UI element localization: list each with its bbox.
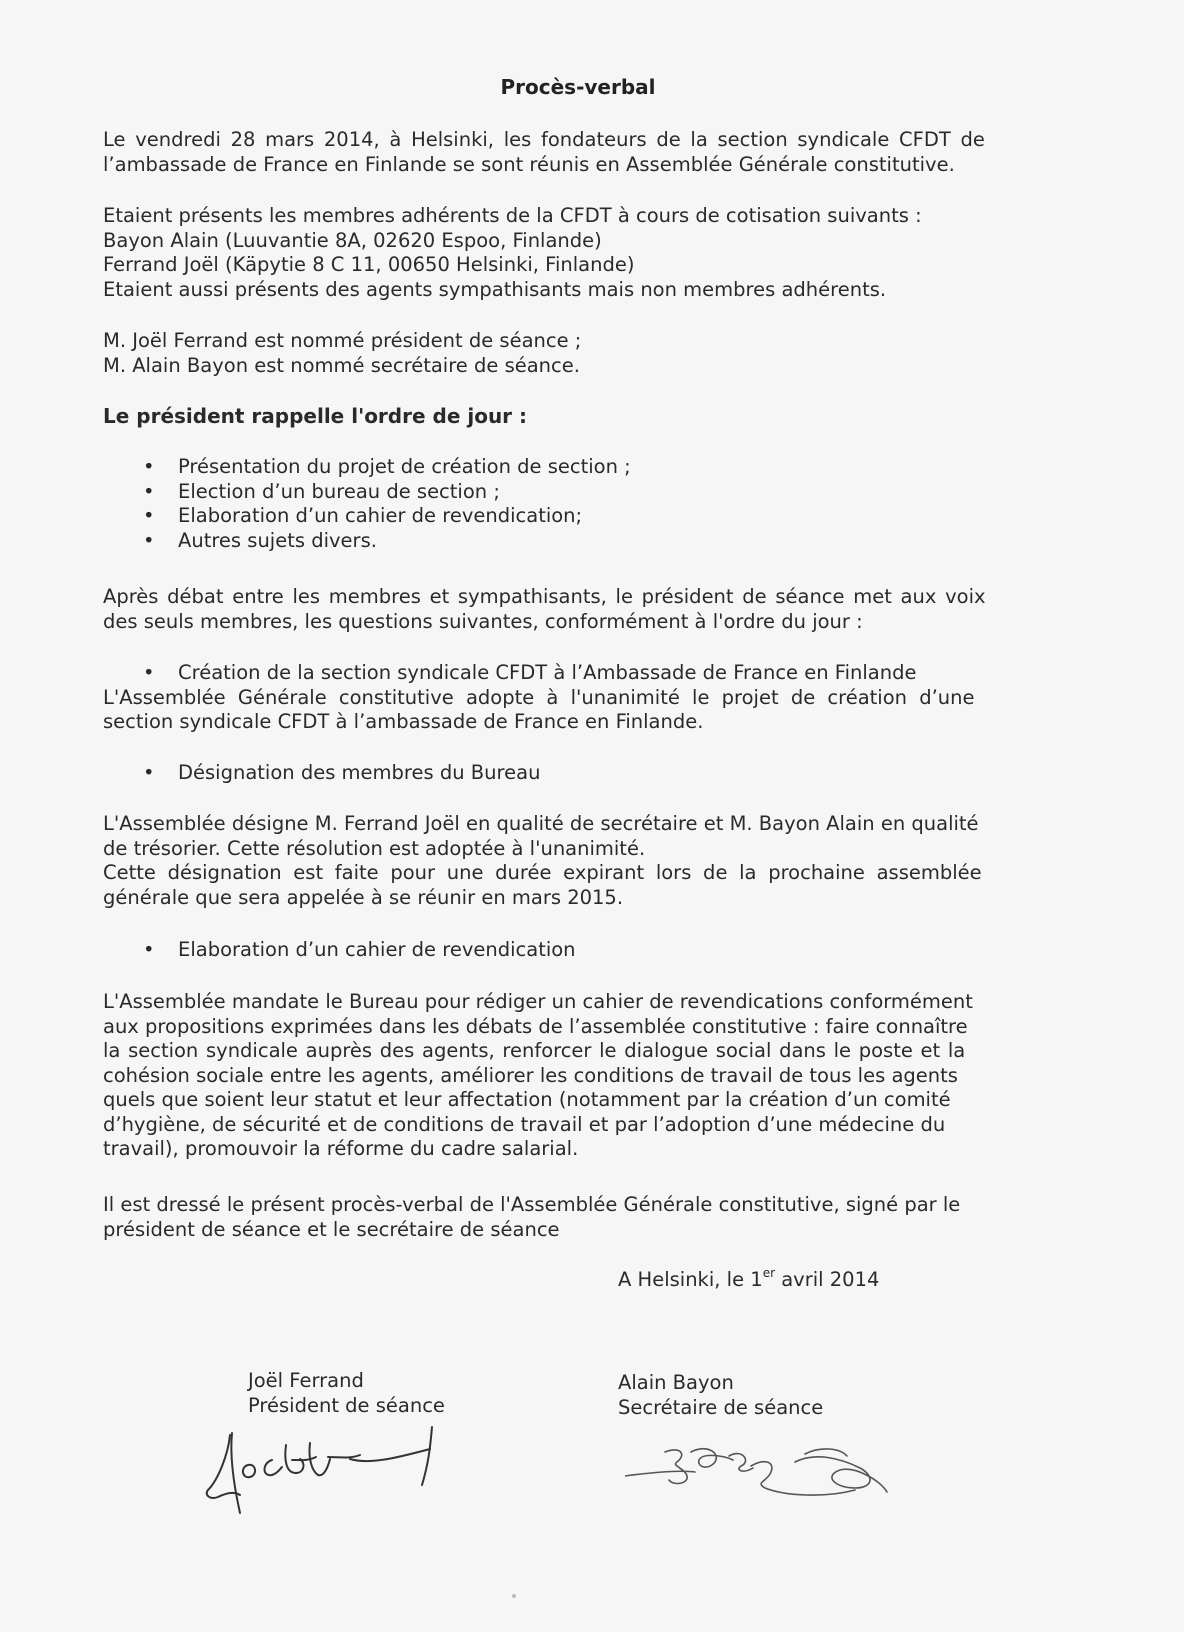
members-line: Etaient présents les membres adhérents de la CFDT à cours de cotisation suivants : — [103, 204, 922, 227]
date-suffix: avril 2014 — [775, 1268, 880, 1291]
agenda-item: • Présentation du projet de création de section ; — [103, 455, 1051, 480]
resolution-1-title: • Création de la section syndicale CFDT à l’Ambassade de France en Finlande — [103, 661, 1051, 686]
intro-line: l’ambassade de France en Finlande se sont réunis en Assemblée Générale constitutive. — [103, 152, 955, 176]
signatory-left-role: Président de séance — [248, 1394, 445, 1417]
signatory-left-name: Joël Ferrand — [248, 1369, 364, 1392]
resolution-3-paragraph — [103, 990, 1051, 1162]
members-line: Ferrand Joël (Käpytie 8 C 11, 00650 Helsinki, Finlande) — [103, 253, 635, 276]
signatory-right-name: Alain Bayon — [618, 1371, 734, 1394]
intro-line: Le vendredi 28 mars 2014, à Helsinki, les fondateurs de la section syndicale CFDT de — [103, 128, 985, 151]
resolution-2-paragraph — [103, 812, 1051, 910]
signatory-right — [618, 1370, 823, 1420]
members-line: Bayon Alain (Luuvantie 8A, 02620 Espoo, Finlande) — [103, 228, 602, 252]
document-title: Procès-verbal — [500, 75, 656, 99]
place-date — [618, 1268, 879, 1291]
closing-paragraph — [103, 1193, 1051, 1242]
resolution-2-line: de trésorier. Cette résolution est adoptée à l'unanimité. — [103, 836, 646, 860]
officer-line: M. Joël Ferrand est nommé président de séance ; — [103, 329, 582, 352]
agenda-list — [103, 455, 1051, 553]
signature-left-image — [200, 1405, 460, 1520]
resolution-3-line: cohésion sociale entre les agents, améliorer les conditions de travail de tous les agents — [103, 1063, 958, 1087]
debate-line: Après débat entre les membres et sympathisants, le président de séance met aux voix — [103, 585, 986, 608]
members-paragraph — [103, 204, 1051, 302]
intro-paragraph — [103, 128, 1051, 177]
signatory-right-role: Secrétaire de séance — [618, 1396, 824, 1419]
resolution-2-line: générale que sera appelée à se réunir en mars 2015. — [103, 885, 624, 909]
resolution-2-line: Cette désignation est faite pour une durée expirant lors de la prochaine assemblée — [103, 861, 982, 884]
resolution-3-title: • Elaboration d’un cahier de revendication — [103, 938, 1051, 963]
agenda-item: • Elaboration d’un cahier de revendication; — [103, 504, 1051, 529]
date-prefix: A Helsinki, le 1 — [618, 1268, 763, 1291]
date-superscript: er — [762, 1266, 776, 1280]
agenda-heading: Le président rappelle l'ordre de jour : — [103, 404, 528, 428]
closing-line: président de séance et le secrétaire de séance — [103, 1217, 560, 1241]
resolution-3-line: L'Assemblée mandate le Bureau pour rédiger un cahier de revendications conformément — [103, 990, 973, 1013]
signature-right-image — [625, 1432, 895, 1512]
resolution-2 — [103, 761, 1051, 786]
resolution-3-line: aux propositions exprimées dans les débats de l’assemblée constitutive : faire connaître — [103, 1014, 968, 1038]
officer-line: M. Alain Bayon est nommé secrétaire de séance. — [103, 353, 580, 377]
agenda-item: • Election d’un bureau de section ; — [103, 480, 1051, 505]
debate-line: des seuls membres, les questions suivantes, conformément à l'ordre du jour : — [103, 609, 863, 633]
closing-line: Il est dressé le présent procès-verbal de l'Assemblée Générale constitutive, signé par le — [103, 1193, 961, 1216]
resolution-2-line: L'Assemblée désigne M. Ferrand Joël en qualité de secrétaire et M. Bayon Alain en qualité — [103, 812, 979, 835]
resolution-3-line: la section syndicale auprès des agents, renforcer le dialogue social dans le poste et la — [103, 1039, 966, 1062]
debate-paragraph — [103, 585, 1051, 634]
resolution-1-line: L'Assemblée Générale constitutive adopte à l'unanimité le projet de création d’une — [103, 685, 975, 709]
scan-speck — [512, 1594, 516, 1598]
resolution-3-line: d’hygiène, de sécurité et de conditions de travail et par l’adoption d’une médecine du — [103, 1112, 946, 1136]
agenda-item: • Autres sujets divers. — [103, 529, 1051, 554]
members-line: Etaient aussi présents des agents sympathisants mais non membres adhérents. — [103, 277, 887, 301]
officers-paragraph — [103, 329, 1051, 378]
resolution-2-title: • Désignation des membres du Bureau — [103, 761, 1051, 786]
resolution-3-line: quels que soient leur statut et leur affectation (notamment par la création d’un comité — [103, 1088, 951, 1111]
resolution-3 — [103, 938, 1051, 963]
resolution-1-line: section syndicale CFDT à l’ambassade de France en Finlande. — [103, 710, 704, 733]
resolution-1 — [103, 661, 1051, 735]
resolution-3-line: travail), promouvoir la réforme du cadre salarial. — [103, 1137, 579, 1160]
